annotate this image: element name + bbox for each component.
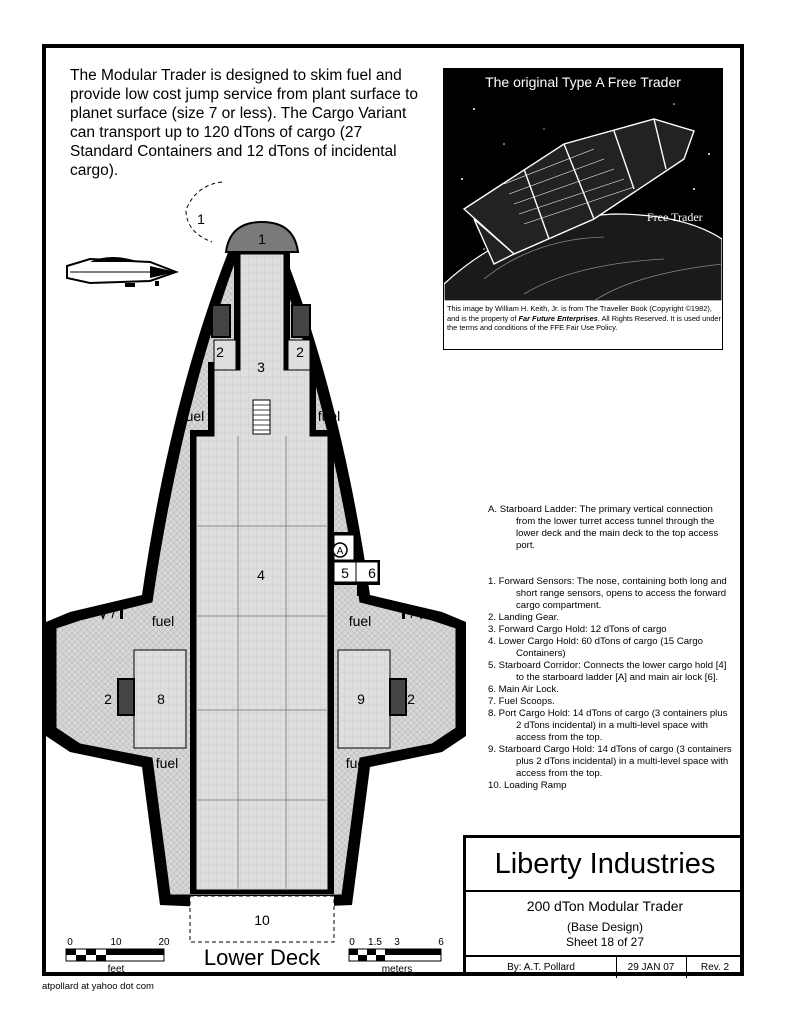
ship-name: 200 dTon Modular Trader xyxy=(526,898,684,914)
label-gear-stbd: 2 xyxy=(407,691,415,707)
feet-scale-bar xyxy=(66,937,170,975)
feet-unit: feet xyxy=(107,964,125,975)
meters-tick-6: 6 xyxy=(438,937,444,948)
label-ramp: 10 xyxy=(254,912,270,928)
feet-tick-10: 10 xyxy=(110,937,122,948)
label-sensors: 1 xyxy=(258,231,266,247)
landing-gear-port xyxy=(118,679,134,715)
label-scoop-stbd: 7 xyxy=(408,606,416,621)
label-fuel-aft-stbd: fuel xyxy=(345,755,369,771)
legend-item: 1. Forward Sensors: The nose, containing both long and short range sensors, opens to access the forward cargo compartment. xyxy=(488,576,727,611)
legend-item: 3. Forward Cargo Hold: 12 dTons of cargo xyxy=(488,624,667,635)
photo-title: The original Type A Free Trader xyxy=(485,74,681,90)
legend-item: 5. Starboard Corridor: Connects the lower cargo hold [4] to the starboard ladder [A] and main air lock [6]. xyxy=(488,660,727,683)
label-fuel-aft-port: fuel xyxy=(155,755,179,771)
legend-item: 8. Port Cargo Hold: 14 dTons of cargo (3 containers plus 2 dTons incidental) in a multi-level space with access from the top. xyxy=(488,708,728,743)
legend-item: 4. Lower Cargo Hold: 60 dTons of cargo (15 Cargo Containers) xyxy=(488,636,703,659)
legend-list xyxy=(488,576,733,792)
landing-gear-fwd-stbd xyxy=(292,305,310,337)
label-lower-hold: 4 xyxy=(257,567,265,583)
label-scoop-port: 7 xyxy=(109,606,117,621)
label-gear-fwd-stbd: 2 xyxy=(296,344,304,360)
title-block-footer xyxy=(466,955,744,978)
label-ladder: A xyxy=(336,546,344,557)
label-fuel-stbd: fuel xyxy=(348,613,372,629)
feet-tick-0: 0 xyxy=(67,937,73,948)
meters-tick-1-5: 1.5 xyxy=(368,937,382,948)
label-fuel-fwd-stbd: fuel xyxy=(317,408,341,424)
design-variant: (Base Design) xyxy=(566,920,644,934)
landing-gear-fwd-port xyxy=(212,305,230,337)
meters-tick-3: 3 xyxy=(394,937,400,948)
legend-item: 2. Landing Gear. xyxy=(488,612,559,623)
landing-gear-stbd xyxy=(390,679,406,715)
meters-tick-0: 0 xyxy=(349,937,355,948)
meters-scale-bar xyxy=(349,937,444,975)
label-fuel-port: fuel xyxy=(151,613,175,629)
legend-item: 10. Loading Ramp xyxy=(488,780,567,791)
label-stbd-hold: 9 xyxy=(357,691,365,707)
author-email: atpollard at yahoo dot com xyxy=(42,981,154,992)
label-gear-port: 2 xyxy=(104,691,112,707)
legend-item: 9. Starboard Cargo Hold: 14 dTons of cargo (3 containers plus 2 dTons incidental) in a multi-level space with access from the top. xyxy=(488,744,732,779)
side-view-thumbnail xyxy=(67,257,176,287)
company-name: Liberty Industries xyxy=(466,838,744,892)
legend xyxy=(488,504,733,792)
legend-ladder: A. Starboard Ladder: The primary vertical connection from the lower turret access tunnel through the lower deck and the main deck to the top access port. xyxy=(488,504,719,551)
deck-label: Lower Deck xyxy=(203,945,321,970)
label-fuel-fwd-port: fuel xyxy=(181,408,205,424)
drawing-date: 29 JAN 07 xyxy=(627,962,675,973)
label-port-hold: 8 xyxy=(157,691,165,707)
intro-text: The Modular Trader is designed to skim fuel and provide low cost jump service from plant surface to planet surface (size 7 or less). The Cargo Variant can transport up to 120 dTons of cargo (27 Standard Containers and 12 dTons of incidental cargo). xyxy=(70,67,419,179)
photo-caption: This image by William H. Keith, Jr. is from The Traveller Book (Copyright ©1982), and is the property of Far Future Enterprises. All Rights Reserved. It is used under the terms and conditions of the FFE Fair Use Policy. xyxy=(447,304,722,333)
label-forward-hold: 3 xyxy=(257,359,265,375)
feet-tick-20: 20 xyxy=(158,937,170,948)
revision: Rev. 2 xyxy=(700,962,730,973)
sheet-number: Sheet 18 of 27 xyxy=(565,935,645,949)
label-airlock: 6 xyxy=(368,565,376,581)
label-gear-fwd-port: 2 xyxy=(216,344,224,360)
legend-item: 7. Fuel Scoops. xyxy=(488,696,555,707)
legend-item: 6. Main Air Lock. xyxy=(488,684,559,695)
title-block xyxy=(463,835,744,976)
author: By: A.T. Pollard xyxy=(507,962,575,973)
free-trader-label: Free Trader xyxy=(647,210,703,224)
main-air-lock-door xyxy=(357,582,362,596)
meters-unit: meters xyxy=(381,964,413,975)
design-info xyxy=(466,920,744,950)
label-corridor: 5 xyxy=(341,565,349,581)
ladder-stair xyxy=(253,400,270,434)
label-nose-open: 1 xyxy=(197,211,205,227)
